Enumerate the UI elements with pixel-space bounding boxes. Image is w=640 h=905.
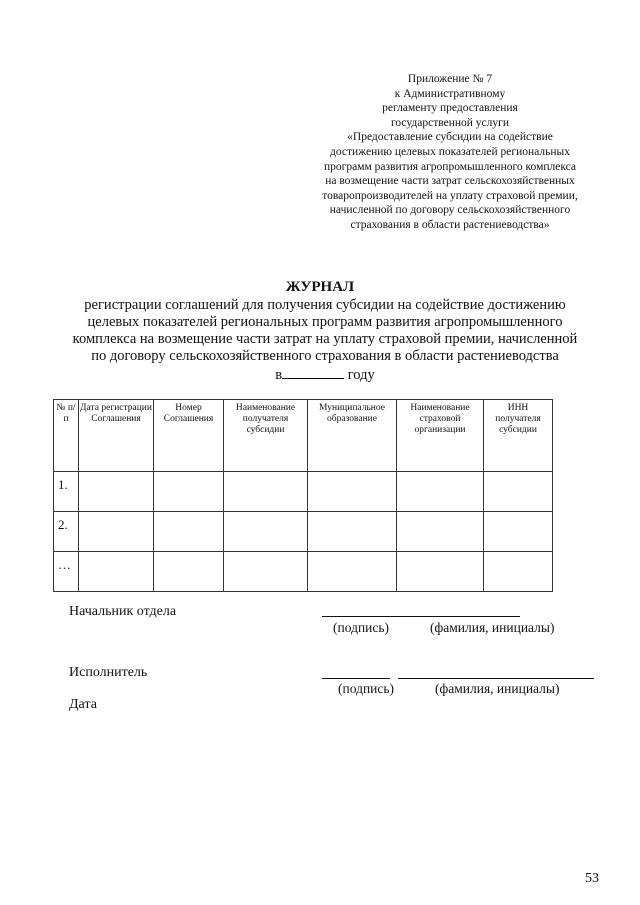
journal-subtitle-line: по договору сельскохозяйственного страхования в области растениеводства xyxy=(91,348,559,364)
appendix-line: достижению целевых показателей региональных xyxy=(330,145,570,158)
appendix-line: начисленной по договору сельскохозяйственного xyxy=(329,204,571,217)
table-cell xyxy=(224,552,308,592)
row-number: 2. xyxy=(54,512,79,552)
table-cell xyxy=(308,472,397,512)
table-cell xyxy=(224,512,308,552)
table-header-row xyxy=(54,400,553,472)
column-header: Дата регистрации Соглашения xyxy=(79,400,154,472)
table-cell xyxy=(484,472,553,512)
appendix-line: государственной услуги xyxy=(390,116,510,129)
journal-subtitle-line: целевых показателей региональных программ развития агропромышленного xyxy=(87,314,563,330)
column-header: ИНН получателя субсидии xyxy=(484,400,553,472)
table-cell xyxy=(154,472,224,512)
appendix-line: на возмещение части затрат сельскохозяйственных xyxy=(325,175,575,188)
executor-name-caption: (фамилия, инициалы) xyxy=(435,681,560,696)
table-cell xyxy=(154,552,224,592)
executor-signature-line xyxy=(322,678,390,679)
table-cell xyxy=(484,552,553,592)
table-cell xyxy=(79,512,154,552)
appendix-line: Приложение № 7 xyxy=(407,73,493,85)
journal-subtitle-line: регистрации соглашений для получения субсидии на содействие достижению xyxy=(84,297,566,313)
page-number: 53 xyxy=(585,871,599,886)
table-cell xyxy=(397,512,484,552)
table-cell xyxy=(397,552,484,592)
year-prefix: в xyxy=(275,367,283,383)
column-header: Наименование страховой организации xyxy=(397,400,484,472)
year-line xyxy=(60,365,590,384)
table-cell xyxy=(154,512,224,552)
appendix-line: страхования в области растениеводства» xyxy=(350,218,550,231)
appendix-line: «Предоставление субсидии на содействие xyxy=(347,131,553,144)
table-row xyxy=(54,552,553,592)
appendix-line: программ развития агропромышленного комплекса xyxy=(323,160,576,173)
executor-label: Исполнитель xyxy=(69,665,148,680)
table-cell xyxy=(397,472,484,512)
table-cell xyxy=(484,512,553,552)
table-cell xyxy=(79,472,154,512)
journal-subtitle-line: комплекса на возмещение части затрат на уплату страховой премии, начисленной xyxy=(72,331,578,347)
head-of-department-label: Начальник отдела xyxy=(69,604,177,619)
executor-signature-caption: (подпись) xyxy=(338,681,395,696)
registration-table xyxy=(53,399,553,592)
column-header: Наименование получателя субсидии xyxy=(224,400,308,472)
journal-title: ЖУРНАЛ xyxy=(285,279,355,295)
table-row xyxy=(54,472,553,512)
year-suffix: году xyxy=(347,367,375,383)
appendix-line: товаропроизводителей на уплату страховой премии, xyxy=(322,189,578,202)
table-cell xyxy=(308,552,397,592)
head-signature-caption: (подпись) xyxy=(333,620,390,635)
date-label: Дата xyxy=(69,697,97,712)
column-header: № п/п xyxy=(54,400,79,472)
table-row xyxy=(54,512,553,552)
appendix-header xyxy=(300,72,600,233)
column-header: Муниципальное образование xyxy=(308,400,397,472)
table-cell xyxy=(308,512,397,552)
appendix-line: регламенту предоставления xyxy=(382,102,518,115)
head-signature-line xyxy=(322,616,520,617)
executor-name-line xyxy=(398,678,594,679)
table-cell xyxy=(79,552,154,592)
head-name-caption: (фамилия, инициалы) xyxy=(430,620,555,635)
row-number: 1. xyxy=(54,472,79,512)
table-cell xyxy=(224,472,308,512)
journal-subtitle xyxy=(60,297,590,384)
row-number: … xyxy=(54,552,79,592)
appendix-line: к Административному xyxy=(394,87,506,100)
year-blank xyxy=(282,365,344,379)
column-header: Номер Соглашения xyxy=(154,400,224,472)
